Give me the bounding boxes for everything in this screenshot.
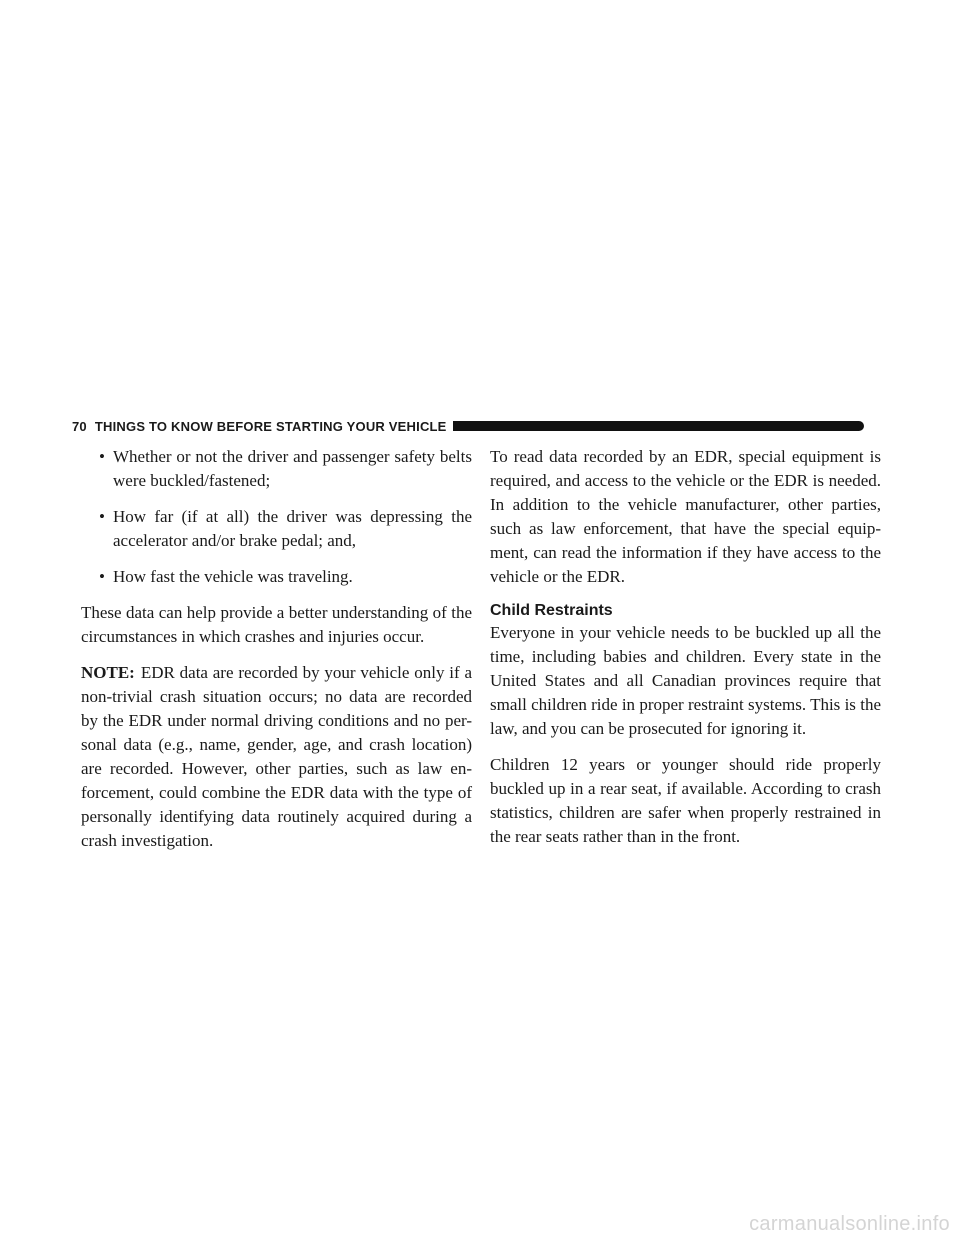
page-header xyxy=(72,417,864,435)
bullet-icon: • xyxy=(99,507,105,526)
list-item xyxy=(81,505,472,553)
right-column xyxy=(490,445,881,861)
bullet-icon: • xyxy=(99,447,105,466)
section-title: THINGS TO KNOW BEFORE STARTING YOUR VEHICLE xyxy=(94,418,447,434)
list-item xyxy=(81,565,472,589)
bullet-text: How far (if at all) the driver was depressing the accelerator and/or brake pedal; and, xyxy=(113,507,472,550)
list-item xyxy=(81,445,472,493)
body-paragraph: These data can help provide a better understanding of the circumstances in which crashes and injuries occur. xyxy=(81,603,472,646)
body-paragraph: Everyone in your vehicle needs to be buckled up all the time, including babies and children. Every state in the United States and all Canadian provinces require that small children ride in proper restraint systems. This is the law, and you can be prosecuted for ignoring it. xyxy=(490,623,881,738)
note-label: NOTE: xyxy=(81,663,135,682)
watermark: carmanualsonline.info xyxy=(749,1213,950,1235)
header-rule xyxy=(453,421,864,431)
bullet-text: Whether or not the driver and passenger safety belts were buckled/fastened; xyxy=(113,447,472,490)
page-number: 70 xyxy=(72,418,87,434)
left-column xyxy=(81,445,472,865)
bullet-icon: • xyxy=(99,567,105,586)
note-paragraph xyxy=(81,661,472,853)
body-paragraph: Children 12 years or younger should ride properly buckled up in a rear seat, if available. According to crash statistics, children are safer when properly restrained in the rear seats rather than in the front. xyxy=(490,755,881,846)
note-text: EDR data are recorded by your vehicle only if a non-trivial crash situation occurs; no data are recorded by the EDR under normal driving conditions and no per-sonal data (e.g., name, gender, age, and crash location) are recorded. However, other parties, such as law en-forcement, could combine the EDR data with the type of personally identifying data routinely acquired during a crash investigation. xyxy=(81,663,472,850)
body-paragraph: To read data recorded by an EDR, special equipment is required, and access to the vehicle or the EDR is needed. In addition to the vehicle manufacturer, other parties, such as law enforcement, that have the special equip-ment, can read the information if they have access to the vehicle or the EDR. xyxy=(490,447,881,586)
bullet-text: How fast the vehicle was traveling. xyxy=(113,567,353,586)
section-subheading: Child Restraints xyxy=(490,602,613,619)
